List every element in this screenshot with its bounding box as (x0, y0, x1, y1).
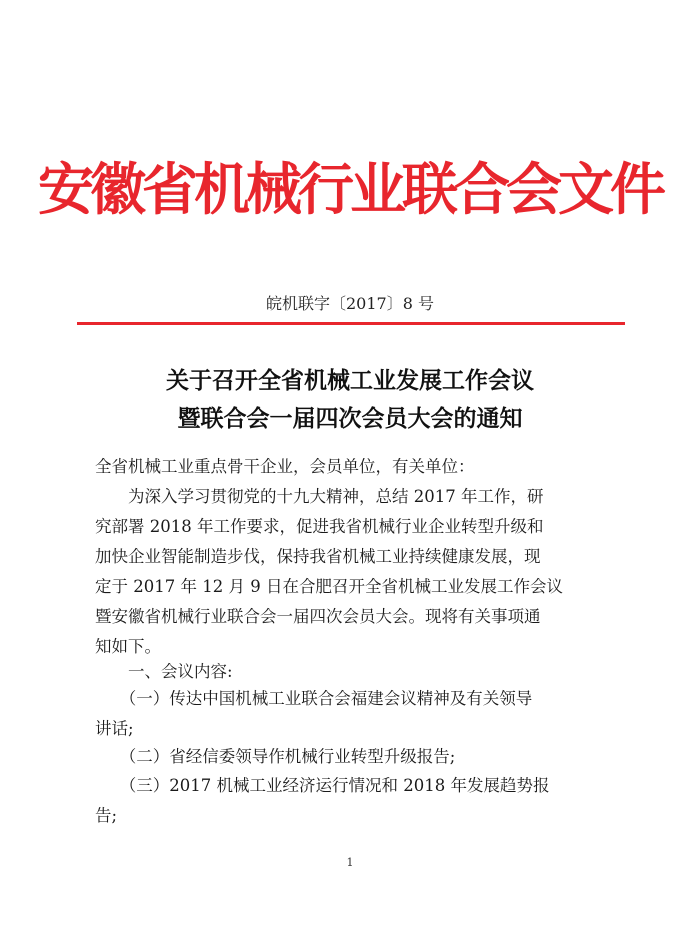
section-heading: 一、会议内容: (95, 662, 233, 681)
body-line: （三）2017 机械工业经济运行情况和 2018 年发展趋势报 (95, 776, 550, 795)
document-header-title: 安徽省机械行业联合会文件 (38, 157, 662, 223)
document-number: 皖机联字〔2017〕8 号 (266, 294, 434, 313)
body-line: 讲话; (95, 719, 134, 738)
body-line: （一）传达中国机械工业联合会福建会议精神及有关领导 (95, 689, 533, 708)
body-line: 告; (95, 806, 118, 825)
page-number: 1 (346, 856, 354, 869)
notice-title-line-1: 关于召开全省机械工业发展工作会议 (166, 367, 534, 394)
body-line: 知如下。 (95, 637, 161, 656)
body-line: 加快企业智能制造步伐，保持我省机械工业持续健康发展，现 (95, 547, 541, 566)
body-line: 究部署 2018 年工作要求，促进我省机械行业企业转型升级和 (95, 517, 544, 536)
body-line: 为深入学习贯彻党的十九大精神，总结 2017 年工作，研 (95, 487, 544, 506)
body-line: （二）省经信委领导作机械行业转型升级报告; (95, 747, 456, 766)
body-line: 定于 2017 年 12 月 9 日在合肥召开全省机械工业发展工作会议 (95, 577, 563, 596)
notice-title-line-2: 暨联合会一届四次会员大会的通知 (177, 405, 523, 432)
body-line: 暨安徽省机械行业联合会一届四次会员大会。现将有关事项通 (95, 607, 541, 626)
body-line: 全省机械工业重点骨干企业，会员单位，有关单位： (95, 457, 475, 476)
red-divider-line (77, 322, 625, 325)
